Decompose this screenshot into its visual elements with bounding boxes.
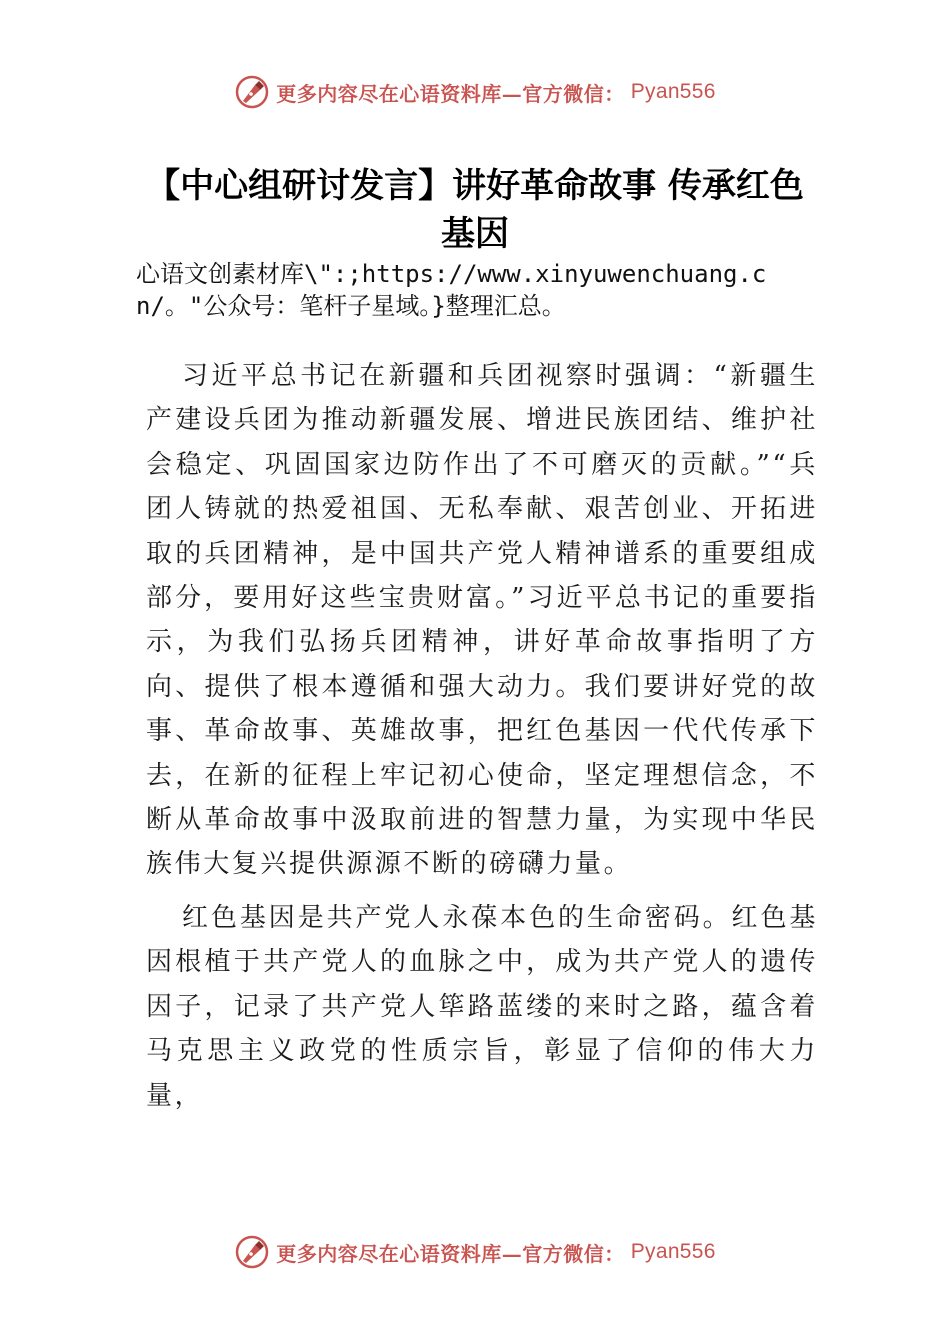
- watermark-wechat-id: Pyan556: [630, 1240, 716, 1263]
- pen-nib-logo-icon: [234, 74, 270, 110]
- source-note: 心语文创素材库\":;https://www.xinyuwenchuang.cn/。"公众号：笔杆子星域。}整理汇总。: [136, 260, 767, 320]
- watermark-wechat-id: Pyan556: [630, 80, 716, 103]
- body-paragraph: 红色基因是共产党人永葆本色的生命密码。红色基因根植于共产党人的血脉之中，成为共产党人的遗传因子，记录了共产党人筚路蓝缕的来时之路，蕴含着马克思主义政党的性质宗旨，彰显了信仰的伟大力量，: [146, 903, 818, 1111]
- document-title: 【中心组研讨发言】讲好革命故事 传承红色基因: [146, 166, 804, 254]
- body-paragraph: 习近平总书记在新疆和兵团视察时强调：“新疆生产建设兵团为推动新疆发展、增进民族团结、维护社会稳定、巩固国家边防作出了不可磨灭的贡献。”“兵团人铸就的热爱祖国、无私奉献、艰苦创业、开拓进取的兵团精神，是中国共产党人精神谱系的重要组成部分，要用好这些宝贵财富。”习近平总书记的重要指示，为我们弘扬兵团精神，讲好革命故事指明了方向、提供了根本遵循和强大动力。我们要讲好党的故事、革命故事、英雄故事，把红色基因一代代传承下去，在新的征程上牢记初心使命，坚定理想信念，不断从革命故事中汲取前进的智慧力量，为实现中华民族伟大复兴提供源源不断的磅礴力量。: [146, 361, 818, 880]
- footer-watermark: [0, 1230, 950, 1274]
- header-watermark: [0, 70, 950, 114]
- watermark-text: 更多内容尽在心语资料库—官方微信：: [276, 1241, 625, 1266]
- pen-nib-logo-icon: [234, 1234, 270, 1270]
- watermark-text: 更多内容尽在心语资料库—官方微信：: [276, 81, 625, 106]
